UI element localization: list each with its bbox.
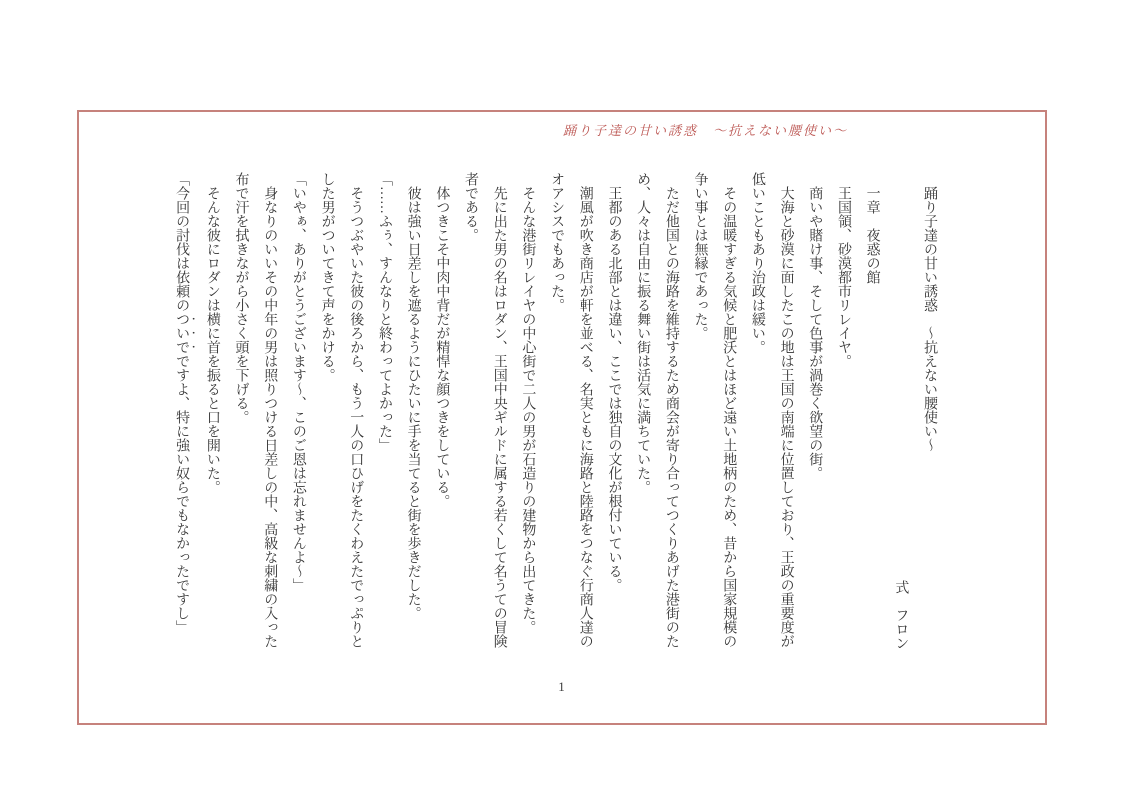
final-line-post: ですよ、特に強い奴らでもなかったですし」 (174, 354, 190, 634)
paragraph: 王国領、砂漠都市リレイヤ。 (835, 186, 851, 368)
paragraph: 身なりのいいその中年の男は照りつける日差しの中、高級な刺繍の入った布で汗を拭きながら小さく頭を下げる。 (233, 172, 278, 648)
paragraph: そんな彼にロダンは横に首を振ると口を開いた。 (204, 186, 220, 494)
paragraph: 王都のある北部とは違い、ここでは独自の文化が根付いている。 (606, 186, 622, 592)
paragraph: 先に出た男の名はロダン、王国中央ギルドに属する若くして名うての冒険者である。 (463, 172, 507, 648)
running-header-title: 踊り子達の甘い誘惑 ～抗えない腰使い～ (563, 123, 849, 138)
paragraph: ただ他国との海路を維持するため商会が寄り合ってつくりあげた港街のため、人々は自由に振る舞い街は活気に満ちていた。 (635, 172, 679, 648)
emphasized-text: ついで (174, 312, 190, 354)
dialogue-line-final (166, 172, 197, 650)
dialogue-line: 「いやぁ、ありがとうございます～、このご恩は忘れませんよ～」 (290, 172, 306, 592)
work-title: 踊り子達の甘い誘惑 ～抗えない腰使い～ (922, 186, 937, 452)
page-number: 1 (558, 679, 565, 694)
author-name: 式 フロン (893, 580, 909, 650)
paragraph: 商いや賭け事、そして色事が渦巻く欲望の街。 (807, 186, 823, 480)
paragraph: 潮風が吹き商店が軒を並べる、名実ともに海路と陸路をつなぐ行商人達のオアシスでもあった。 (549, 172, 593, 648)
paragraph: そうつぶやいた彼の後ろから、もう一人の口ひげをたくわえたでっぷりとした男がついてきて声をかける。 (319, 172, 364, 648)
paragraph: その温暖すぎる気候と肥沃とはほど遠い土地柄のため、昔から国家規模の争い事とは無縁であった。 (692, 172, 737, 648)
paragraph: そんな港街リレイヤの中心街で二人の男が石造りの建物から出てきた。 (520, 186, 536, 634)
final-line-pre: 「今回の討伐は依頼の (174, 172, 190, 312)
dialogue-line: 「……ふぅ、すんなりと終わってよかった」 (376, 172, 392, 452)
paragraph: 体つきこそ中肉中背だが精悍な顔つきをしている。 (434, 186, 450, 508)
chapter-heading: 一章 夜惑の館 (864, 186, 880, 284)
paragraph: 大海と砂漠に面したこの地は王国の南端に位置しており、王政の重要度が低いこともあり治政は緩い。 (749, 172, 794, 648)
paragraph: 彼は強い日差しを遮るようにひたいに手を当てると街を歩きだした。 (405, 186, 421, 620)
vertical-text-block (166, 172, 943, 650)
